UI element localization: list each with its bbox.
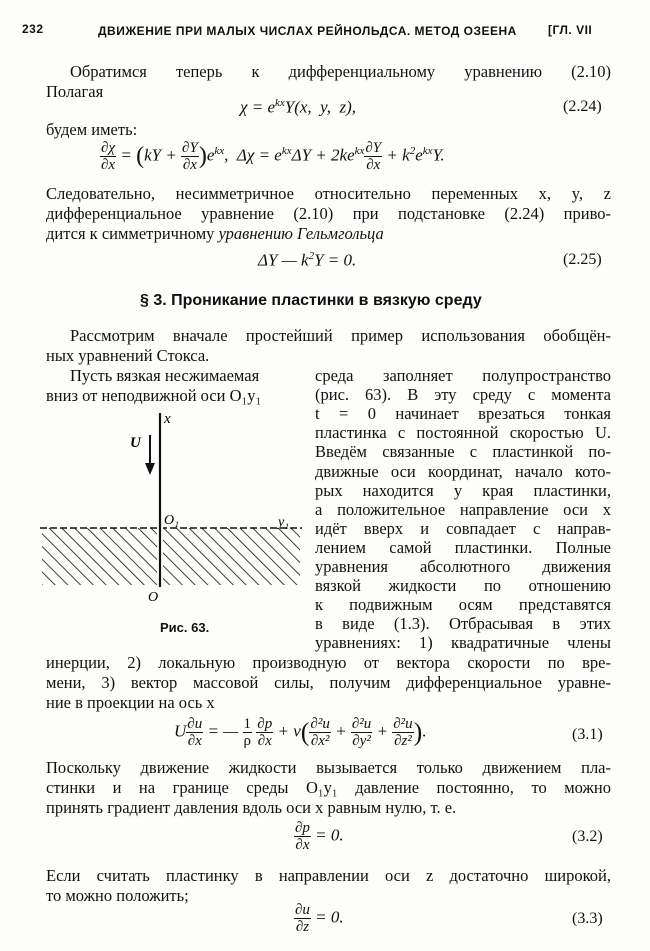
chapter-label: [ГЛ. VII xyxy=(548,23,593,37)
paragraph-line: Рассмотрим вначале простейший пример использования обобщён- xyxy=(70,326,611,345)
viscous-medium-hatch xyxy=(42,528,300,585)
equation-number: (2.24) xyxy=(563,98,602,115)
paragraph-line: инерции, 2) локальную производную от вектора скорости по вре- xyxy=(46,653,611,672)
right-column-line: идёт вверх и совпадает с направ- xyxy=(315,518,611,538)
equation-3-2: $\frac{\partial p}{\partial x}$ = 0. xyxy=(295,820,344,853)
right-column-line: пластинка с постоянной скоростью U. xyxy=(315,423,611,443)
equation-number: (3.3) xyxy=(572,910,603,927)
paragraph-line: Следовательно, несимметричное относительно переменных x, y, z xyxy=(46,184,611,203)
label-x: x xyxy=(164,411,171,427)
paragraph-line: ние в проекции на ось x xyxy=(46,693,215,712)
paragraph-line: дится к симметричному уравнению Гельмгольца xyxy=(46,224,384,243)
right-column-line: рых находится у края пластинки, xyxy=(315,480,611,500)
paragraph-line: Обратимся теперь к дифференциальному уравнению (2.10) xyxy=(70,62,611,81)
right-column-line: к подвижным осям представятся xyxy=(315,595,611,615)
paragraph-line: Если считать пластинку в направлении оси z достаточно широкой, xyxy=(46,866,611,885)
figure-63 xyxy=(40,405,310,620)
right-column-line: среда заполняет полупространство xyxy=(315,366,611,385)
paragraph-line: будем иметь: xyxy=(46,120,138,139)
right-column-line: уравнениях: 1) квадратичные члены xyxy=(315,633,611,653)
label-U: U xyxy=(130,435,141,451)
right-column-line: вязкой жидкости по отношению xyxy=(315,576,611,596)
equation-number: (3.1) xyxy=(572,726,603,743)
paragraph-line: вниз от неподвижной оси O₁y₁ xyxy=(46,386,262,405)
paragraph-line: дифференциальное уравнение (2.10) при подстановке (2.24) приво- xyxy=(46,204,611,223)
equation-2-24: $\chi = e^{kx}Y(x$, y, z), xyxy=(240,97,357,117)
paragraph-line: Пусть вязкая несжимаемая xyxy=(70,366,260,385)
right-column-line: движные оси координат, начало кото- xyxy=(315,461,611,481)
right-column-line: уравнения абсолютного движения xyxy=(315,557,611,576)
paragraph-line: Поскольку движение жидкости вызывается только движением пла- xyxy=(46,758,611,777)
paragraph-line: Полагая xyxy=(46,82,104,101)
paragraph-line: стинки и на границе среды O₁y₁ давление постоянно, то можно xyxy=(46,778,611,797)
running-title: ДВИЖЕНИЕ ПРИ МАЛЫХ ЧИСЛАХ РЕЙНОЛЬДСА. МЕТОД ОЗЕЕНА xyxy=(98,24,517,38)
figure-caption: Рис. 63. xyxy=(160,620,210,635)
equation-derivatives: $\frac{\partial\chi}{\partial x}$ = (kY + $\frac{\partial Y}{\partial x}$ )$e^{kx}$, $\Delta\chi = e^{kx}\Delta Y + 2ke^{kx}$ $\frac{\partial Y}{\partial x}$ + $k^2e^{kx}Y$. xyxy=(101,140,445,173)
equation-number: (2.25) xyxy=(563,251,602,268)
equation-number: (3.2) xyxy=(572,828,603,845)
paragraph-line: мени, 3) вектор массовой силы, получим дифференциальное уравне- xyxy=(46,673,611,692)
paragraph-line: ных уравнений Стокса. xyxy=(46,346,210,365)
right-column-line: (рис. 63). В эту среду с момента xyxy=(315,385,611,405)
right-column-line: а положительное направление оси x xyxy=(315,499,611,519)
page-number: 232 xyxy=(22,22,44,36)
label-O: O xyxy=(148,590,159,605)
label-y1: y₁ xyxy=(278,515,290,530)
label-O1: O₁ xyxy=(164,513,179,528)
right-column-line: Введём связанные с пластинкой по- xyxy=(315,442,611,462)
right-column-line: в виде (1.3). Отбрасывая в этих xyxy=(315,614,611,634)
paragraph-line: принять градиент давления вдоль оси x равным нулю, т. е. xyxy=(46,798,457,817)
equation-3-1: U $\frac{\partial u}{\partial x}$ = — $\frac{1}{\rho}$ $\frac{\partial p}{\partial x}$ + ν( $\frac{\text{∂²u}}{\text{∂x²}}$ + $\frac{\text{∂²u}}{\text{∂y²}}$ + $\frac{\text{∂²u}}{\text{∂z²}}$ ). xyxy=(174,716,427,749)
paragraph-line: то можно положить; xyxy=(46,886,189,905)
section-title: § 3. Проникание пластинки в вязкую среду xyxy=(140,292,482,309)
right-column-line: t = 0 начинает врезаться тонкая xyxy=(315,404,611,424)
velocity-arrow-head xyxy=(145,463,155,475)
equation-3-3: $\frac{\partial u}{\partial z}$ = 0. xyxy=(295,902,344,935)
right-column-line: лением самой пластинки. Полные xyxy=(315,537,611,557)
equation-2-25: ΔY — $k^2Y = 0$. xyxy=(258,250,357,270)
